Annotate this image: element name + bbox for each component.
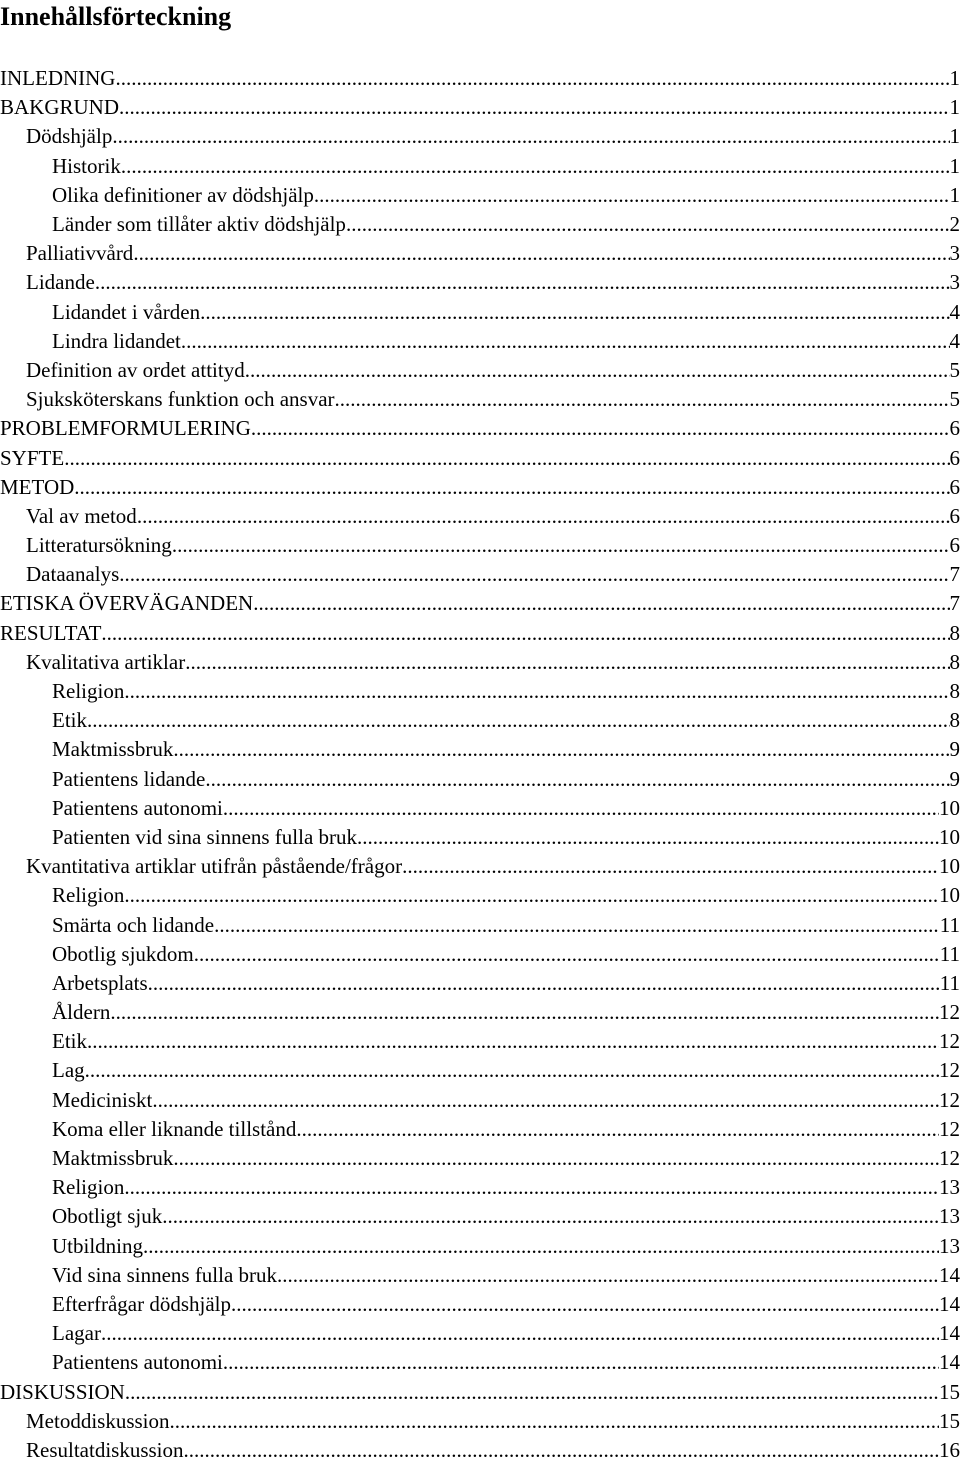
toc-entry[interactable] — [0, 1290, 960, 1319]
toc-entry[interactable] — [0, 969, 960, 998]
toc-dot-leader — [148, 969, 940, 998]
toc-entry-title: Religion — [52, 1175, 125, 1200]
toc-entry-page-number: 14 — [939, 1321, 960, 1346]
toc-entry-title: Patientens autonomi — [52, 1350, 223, 1375]
toc-list — [0, 64, 960, 1465]
toc-dot-leader — [296, 1115, 939, 1144]
toc-entry[interactable] — [0, 706, 960, 735]
toc-entry[interactable] — [0, 414, 960, 443]
toc-entry-title: Religion — [52, 679, 125, 704]
toc-heading: Innehållsförteckning — [0, 2, 232, 31]
toc-entry-title: PROBLEMFORMULERING — [0, 416, 251, 441]
toc-entry[interactable] — [0, 1377, 960, 1406]
toc-entry[interactable] — [0, 1232, 960, 1261]
toc-entry-title: Lidandet i vården — [52, 299, 201, 324]
toc-entry-title: Smärta och lidande — [52, 912, 215, 937]
toc-dot-leader — [314, 181, 950, 210]
toc-entry-title: DISKUSSION — [0, 1379, 125, 1404]
toc-entry[interactable] — [0, 473, 960, 502]
toc-entry-page-number: 11 — [939, 970, 960, 995]
toc-entry-page-number: 6 — [949, 445, 960, 470]
toc-entry-title: Obotligt sjuk — [52, 1204, 163, 1229]
toc-entry-page-number: 9 — [949, 737, 960, 762]
toc-entry[interactable] — [0, 1027, 960, 1056]
toc-entry[interactable] — [0, 502, 960, 531]
toc-dot-leader — [133, 239, 949, 268]
toc-entry[interactable] — [0, 589, 960, 618]
toc-entry[interactable] — [0, 794, 960, 823]
toc-entry-page-number: 16 — [939, 1437, 960, 1462]
toc-entry-page-number: 14 — [939, 1262, 960, 1287]
toc-entry-title: BAKGRUND — [0, 95, 120, 120]
toc-entry-title: Kvalitativa artiklar — [26, 649, 186, 674]
toc-dot-leader — [346, 210, 950, 239]
toc-entry-page-number: 10 — [939, 795, 960, 820]
toc-entry-title: Efterfrågar dödshjälp — [52, 1291, 232, 1316]
toc-entry-page-number: 4 — [949, 328, 960, 353]
toc-entry-title: Patientens lidande — [52, 766, 206, 791]
toc-entry-page-number: 6 — [949, 503, 960, 528]
toc-entry-page-number: 1 — [949, 66, 960, 91]
toc-entry-title: Litteratursökning — [26, 533, 172, 558]
toc-entry-title: Vid sina sinnens fulla bruk — [52, 1262, 278, 1287]
toc-entry-title: Länder som tillåter aktiv dödshjälp — [52, 212, 346, 237]
toc-entry-title: Val av metod — [26, 503, 137, 528]
toc-entry-page-number: 11 — [939, 912, 960, 937]
toc-entry-title: Maktmissbruk — [52, 737, 174, 762]
toc-dot-leader — [200, 298, 949, 327]
toc-dot-leader — [245, 356, 950, 385]
toc-entry[interactable] — [0, 443, 960, 472]
toc-entry-title: Arbetsplats — [52, 970, 148, 995]
toc-entry-page-number: 11 — [939, 941, 960, 966]
toc-dot-leader — [74, 473, 949, 502]
toc-entry-page-number: 2 — [949, 212, 960, 237]
toc-entry-page-number: 14 — [939, 1350, 960, 1375]
toc-entry[interactable] — [0, 64, 960, 93]
toc-entry-page-number: 14 — [939, 1291, 960, 1316]
toc-entry[interactable] — [0, 210, 960, 239]
toc-entry-title: Metoddiskussion — [26, 1408, 170, 1433]
toc-entry-title: Dataanalys — [26, 562, 120, 587]
toc-entry[interactable] — [0, 327, 960, 356]
toc-entry-title: Historik — [52, 153, 121, 178]
toc-entry-page-number: 7 — [949, 562, 960, 587]
toc-entry-page-number: 5 — [949, 357, 960, 382]
toc-entry-page-number: 1 — [949, 124, 960, 149]
toc-dot-leader — [95, 268, 950, 297]
toc-entry-page-number: 8 — [949, 649, 960, 674]
toc-entry-title: Religion — [52, 883, 125, 908]
toc-entry-title: METOD — [0, 474, 75, 499]
toc-entry[interactable] — [0, 531, 960, 560]
toc-entry[interactable] — [0, 560, 960, 589]
toc-dot-leader — [101, 1319, 939, 1348]
toc-entry-page-number: 3 — [949, 241, 960, 266]
toc-dot-leader — [253, 589, 949, 618]
toc-entry[interactable] — [0, 298, 960, 327]
toc-entry[interactable] — [0, 1261, 960, 1290]
toc-dot-leader — [173, 735, 949, 764]
toc-entry-page-number: 13 — [939, 1233, 960, 1258]
toc-entry-page-number: 8 — [949, 679, 960, 704]
toc-entry-title: Lindra lidandet — [52, 328, 181, 353]
toc-entry-title: Utbildning — [52, 1233, 144, 1258]
toc-entry-page-number: 4 — [949, 299, 960, 324]
toc-entry[interactable] — [0, 648, 960, 677]
toc-dot-leader — [119, 560, 949, 589]
toc-entry[interactable] — [0, 356, 960, 385]
toc-entry-page-number: 12 — [939, 1058, 960, 1083]
toc-entry-page-number: 5 — [949, 387, 960, 412]
toc-entry-page-number: 12 — [939, 1146, 960, 1171]
toc-entry-page-number: 1 — [949, 182, 960, 207]
toc-entry-page-number: 15 — [939, 1408, 960, 1433]
toc-entry-page-number: 15 — [939, 1379, 960, 1404]
toc-entry[interactable] — [0, 181, 960, 210]
toc-dot-leader — [251, 414, 950, 443]
toc-dot-leader — [277, 1261, 939, 1290]
toc-entry-title: Sjuksköterskans funktion och ansvar — [26, 387, 335, 412]
toc-dot-leader — [185, 648, 949, 677]
toc-entry[interactable] — [0, 1319, 960, 1348]
toc-entry-title: Patientens autonomi — [52, 795, 223, 820]
toc-entry[interactable] — [0, 940, 960, 969]
toc-entry-title: Kvantitativa artiklar utifrån påstående/frågor — [26, 854, 403, 879]
toc-entry-title: Patienten vid sina sinnens fulla bruk — [52, 824, 358, 849]
toc-entry-page-number: 10 — [939, 824, 960, 849]
toc-entry-title: Lagar — [52, 1321, 101, 1346]
toc-dot-leader — [231, 1290, 939, 1319]
toc-dot-leader — [112, 122, 949, 151]
toc-entry[interactable] — [0, 619, 960, 648]
toc-dot-leader — [184, 1436, 939, 1465]
toc-dot-leader — [181, 327, 950, 356]
toc-entry-title: Koma eller liknande tillstånd — [52, 1116, 297, 1141]
toc-dot-leader — [170, 1407, 939, 1436]
toc-entry-title: Olika definitioner av dödshjälp — [52, 182, 314, 207]
toc-dot-leader — [124, 1173, 939, 1202]
toc-entry[interactable] — [0, 1144, 960, 1173]
toc-entry-title: Resultatdiskussion — [26, 1437, 184, 1462]
toc-dot-leader — [110, 998, 939, 1027]
toc-entry[interactable] — [0, 1173, 960, 1202]
toc-entry-title: Etik — [52, 708, 87, 733]
toc-entry-title: ETISKA ÖVERVÄGANDEN — [0, 591, 254, 616]
toc-entry-page-number: 1 — [949, 95, 960, 120]
toc-entry-title: Dödshjälp — [26, 124, 113, 149]
toc-dot-leader — [223, 1348, 939, 1377]
toc-entry-title: Lag — [52, 1058, 85, 1083]
toc-entry[interactable] — [0, 677, 960, 706]
toc-entry-title: SYFTE — [0, 445, 65, 470]
toc-entry[interactable] — [0, 852, 960, 881]
toc-entry-page-number: 13 — [939, 1175, 960, 1200]
toc-entry[interactable] — [0, 385, 960, 414]
toc-entry-title: Mediciniskt — [52, 1087, 153, 1112]
toc-entry[interactable] — [0, 910, 960, 939]
toc-entry-page-number: 10 — [939, 883, 960, 908]
toc-entry[interactable] — [0, 239, 960, 268]
toc-dot-leader — [124, 881, 939, 910]
toc-entry[interactable] — [0, 1202, 960, 1231]
toc-dot-leader — [172, 531, 950, 560]
toc-dot-leader — [335, 385, 950, 414]
toc-entry-page-number: 12 — [939, 1116, 960, 1141]
toc-entry-title: Maktmissbruk — [52, 1146, 174, 1171]
toc-entry-page-number: 12 — [939, 1000, 960, 1025]
toc-entry-page-number: 6 — [949, 474, 960, 499]
toc-entry-title: Obotlig sjukdom — [52, 941, 194, 966]
toc-dot-leader — [125, 1378, 939, 1407]
toc-dot-leader — [64, 444, 949, 473]
toc-dot-leader — [173, 1144, 939, 1173]
toc-entry[interactable] — [0, 1086, 960, 1115]
toc-dot-leader — [101, 619, 949, 648]
toc-entry[interactable] — [0, 765, 960, 794]
toc-dot-leader — [194, 940, 940, 969]
toc-entry-title: RESULTAT — [0, 620, 102, 645]
toc-dot-leader — [85, 1056, 939, 1085]
toc-entry[interactable] — [0, 93, 960, 122]
toc-entry[interactable] — [0, 152, 960, 181]
toc-entry[interactable] — [0, 1056, 960, 1085]
toc-entry[interactable] — [0, 1348, 960, 1377]
toc-entry[interactable] — [0, 998, 960, 1027]
toc-entry-page-number: 3 — [949, 270, 960, 295]
toc-dot-leader — [119, 93, 949, 122]
toc-entry-page-number: 7 — [949, 591, 960, 616]
toc-entry[interactable] — [0, 268, 960, 297]
toc-entry-page-number: 9 — [949, 766, 960, 791]
toc-entry-page-number: 8 — [949, 708, 960, 733]
toc-entry[interactable] — [0, 1407, 960, 1436]
toc-dot-leader — [87, 1027, 939, 1056]
toc-entry-page-number: 12 — [939, 1087, 960, 1112]
toc-entry[interactable] — [0, 881, 960, 910]
toc-entry[interactable] — [0, 1436, 960, 1465]
toc-entry-page-number: 8 — [949, 620, 960, 645]
toc-dot-leader — [152, 1086, 939, 1115]
toc-dot-leader — [121, 152, 950, 181]
toc-entry[interactable] — [0, 823, 960, 852]
toc-entry-title: Palliativvård — [26, 241, 134, 266]
toc-entry-title: Etik — [52, 1029, 87, 1054]
toc-entry-title: INLEDNING — [0, 66, 116, 91]
toc-dot-leader — [124, 677, 949, 706]
toc-entry-page-number: 1 — [949, 153, 960, 178]
toc-entry[interactable] — [0, 1115, 960, 1144]
toc-entry-title: Lidande — [26, 270, 95, 295]
toc-entry-page-number: 6 — [949, 416, 960, 441]
toc-entry[interactable] — [0, 122, 960, 151]
toc-dot-leader — [223, 794, 939, 823]
toc-entry-title: Definition av ordet attityd — [26, 357, 245, 382]
toc-entry-page-number: 10 — [939, 854, 960, 879]
toc-dot-leader — [115, 64, 949, 93]
toc-dot-leader — [205, 765, 949, 794]
toc-dot-leader — [357, 823, 939, 852]
toc-dot-leader — [143, 1232, 939, 1261]
toc-dot-leader — [214, 911, 940, 940]
toc-dot-leader — [87, 706, 950, 735]
toc-entry[interactable] — [0, 735, 960, 764]
toc-entry-page-number: 12 — [939, 1029, 960, 1054]
toc-entry-title: Åldern — [52, 1000, 111, 1025]
toc-dot-leader — [402, 852, 939, 881]
toc-entry-page-number: 13 — [939, 1204, 960, 1229]
toc-dot-leader — [162, 1202, 939, 1231]
toc-entry-page-number: 6 — [949, 533, 960, 558]
toc-dot-leader — [137, 502, 950, 531]
